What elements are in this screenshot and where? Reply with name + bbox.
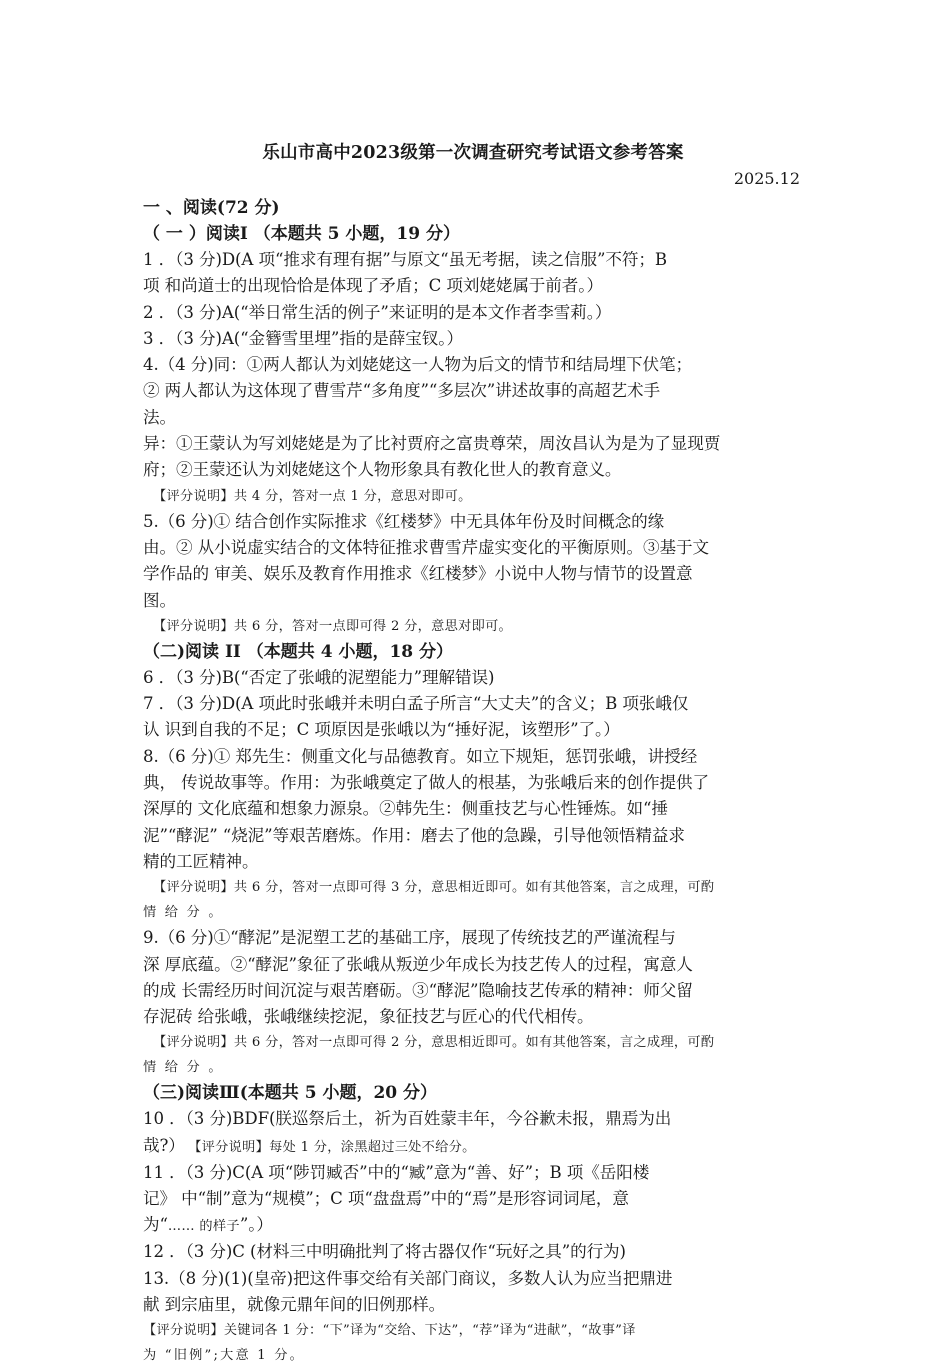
answer-line: 5.（6 分)① 结合创作实际推求《红楼梦》中无具体年份及时间概念的缘 <box>143 511 665 531</box>
answer-line: 1 ．（3 分)D(A 项“推求有理有据”与原文“虽无考据，读之信服”不符；B <box>143 250 667 269</box>
answer-line: 献 到宗庙里，就像元鼎年间的旧例那样。 <box>143 1294 446 1314</box>
answer-line: 存泥砖 给张峨，张峨继续挖泥，象征技艺与匠心的代代相传。 <box>143 1007 594 1027</box>
answer-line: 典， 传说故事等。作用：为张峨奠定了做人的根基，为张峨后来的创作提供了 <box>143 773 709 793</box>
section-two-subheading: （二)阅读 II （本题共 4 小题，18 分） <box>143 641 454 662</box>
answer-item-8 <box>143 744 803 925</box>
section-one-subheading: （ 一 ）阅读I （本题共 5 小题，19 分） <box>143 224 460 244</box>
answer-line: 8.（6 分)① 郑先生：侧重文化与品德教育。如立下规矩，惩罚张峨，讲授经 <box>143 746 698 766</box>
answer-item-10 <box>143 1106 803 1159</box>
answer-item-13 <box>143 1266 803 1368</box>
answer-line: 7 ．（3 分)D(A 项此时张峨并未明白孟子所言“大丈夫”的含义；B 项张峨仅 <box>143 694 689 714</box>
answer-line: 4.（4 分)同：①两人都认为刘姥姥这一人物为后文的情节和结局埋下伏笔； <box>143 355 692 375</box>
answer-line: 深 厚底蕴。②“酵泥”象征了张峨从叛逆少年成长为技艺传人的过程，寓意人 <box>143 954 693 974</box>
answer-line: 泥”“酵泥” “烧泥”等艰苦磨炼。作用：磨去了他的急躁，引导他领悟精益求 <box>143 825 685 845</box>
answer-line: 由。② 从小说虚实结合的文体特征推求曹雪芹虚实变化的平衡原则。③基于文 <box>143 537 709 557</box>
scoring-note: 【评分说明】共 6 分，答对一点即可得 2 分，意思相近即可。如有其他答案，言之成理，可酌 <box>153 1035 715 1051</box>
page-title: 乐山市高中2023级第一次调查研究考试语文参考答案 <box>262 143 684 163</box>
answer-item-11 <box>143 1160 803 1240</box>
document-date: 2025.12 <box>733 169 800 188</box>
answer-line: 异：①王蒙认为写刘姥姥是为了比衬贾府之富贵尊荣，周汝昌认为是为了显现贾 <box>143 434 721 454</box>
answer-line-with-note <box>143 1133 803 1160</box>
answer-line: 项 和尚道士的出现恰恰是体现了矛盾；C 项刘姥姥属于前者。） <box>143 276 603 296</box>
answer-text-ellipsis: …… 的样子 <box>167 1219 240 1235</box>
answer-item-9 <box>143 925 803 1080</box>
answer-item-3 <box>143 326 803 352</box>
scoring-note: 【评分说明】每处 1 分，涂黑超过三处不给分。 <box>194 1139 476 1155</box>
answer-line: 3 ．（3 分)A(“金簪雪里埋”指的是薛宝钗。） <box>143 328 463 348</box>
answer-line: 11 ．（3 分)C(A 项“陟罚臧否”中的“臧”意为“善、好”；B 项《岳阳楼 <box>143 1162 650 1182</box>
scoring-note-cont: 情 给 分 。 <box>143 1060 224 1076</box>
scoring-note: 【评分说明】共 4 分，答对一点 1 分，意思对即可。 <box>153 488 472 504</box>
scoring-note: 【评分说明】共 6 分，答对一点即可得 2 分，意思对即可。 <box>153 618 513 634</box>
section-one-heading: 一 、阅读(72 分) <box>143 198 280 218</box>
section-three-subheading: （三)阅读Ⅲ(本题共 5 小题，20 分） <box>143 1083 438 1104</box>
answer-item-2 <box>143 300 803 326</box>
answer-line: 图。 <box>143 590 176 610</box>
document-body <box>143 140 803 1368</box>
answer-line: 精的工匠精神。 <box>143 851 259 871</box>
answer-line: 法。 <box>143 407 176 427</box>
answer-line-tail: 哉?） <box>143 1135 185 1155</box>
answer-item-6 <box>143 665 803 691</box>
answer-line: 9.（6 分)①“酵泥”是泥塑工艺的基础工序，展现了传统技艺的严谨流程与 <box>143 928 676 948</box>
answer-line: 府；②王蒙还认为刘姥姥这个人物形象具有教化世人的教育意义。 <box>143 460 622 480</box>
answer-line: 2 ．（3 分)A(“举日常生活的例子”来证明的是本文作者李雪莉。） <box>143 302 612 322</box>
answer-line: ② 两人都认为这体现了曹雪芹“多角度”“多层次”讲述故事的高超艺术手 <box>143 381 661 401</box>
answer-line: 学作品的 审美、娱乐及教育作用推求《红楼梦》小说中人物与情节的设置意 <box>143 564 693 584</box>
answer-line: 6 ．（3 分)B(“否定了张峨的泥塑能力”理解错误) <box>143 667 495 687</box>
answer-item-12 <box>143 1239 803 1265</box>
answer-line: 认 识到自我的不足；C 项原因是张峨以为“捶好泥，该塑形”了。） <box>143 720 620 740</box>
answer-text-prefix: 为“ <box>143 1215 168 1235</box>
answer-line: 12 ．（3 分)C (材料三中明确批判了将古器仅作“玩好之具”的行为) <box>143 1242 626 1262</box>
answer-item-5 <box>143 509 803 639</box>
scoring-note-cont: 为 “旧例”;大意 1 分。 <box>143 1348 306 1364</box>
answer-line: 记》 中“制”意为“规模”；C 项“盘盘焉”中的“焉”是形容词词尾，意 <box>143 1189 629 1209</box>
answer-line-mixed <box>143 1212 803 1239</box>
answer-item-7 <box>143 691 803 744</box>
answer-line: 深厚的 文化底蕴和想象力源泉。②韩先生：侧重技艺与心性锤炼。如“捶 <box>143 799 668 819</box>
answer-line: 13.（8 分)(1)(皇帝)把这件事交给有关部门商议，多数人认为应当把鼎进 <box>143 1268 673 1288</box>
answer-line: 10 ．（3 分)BDF(朕巡祭后土，祈为百姓蒙丰年，今谷歉未报，鼎焉为出 <box>143 1109 672 1129</box>
answer-text-suffix: ”。） <box>239 1215 273 1235</box>
answer-line: 的成 长需经历时间沉淀与艰苦磨砺。③“酵泥”隐喻技艺传承的精神：师父留 <box>143 980 693 1000</box>
answer-item-4 <box>143 352 803 508</box>
scoring-note: 【评分说明】关键词各 1 分：“下”译为“交给、下达”，“荐”译为“进献”，“故事”译 <box>143 1323 636 1339</box>
scoring-note-cont: 情 给 分 。 <box>143 905 224 921</box>
answer-item-1 <box>143 247 803 300</box>
scoring-note: 【评分说明】共 6 分，答对一点即可得 3 分，意思相近即可。如有其他答案，言之成理，可酌 <box>153 880 715 896</box>
